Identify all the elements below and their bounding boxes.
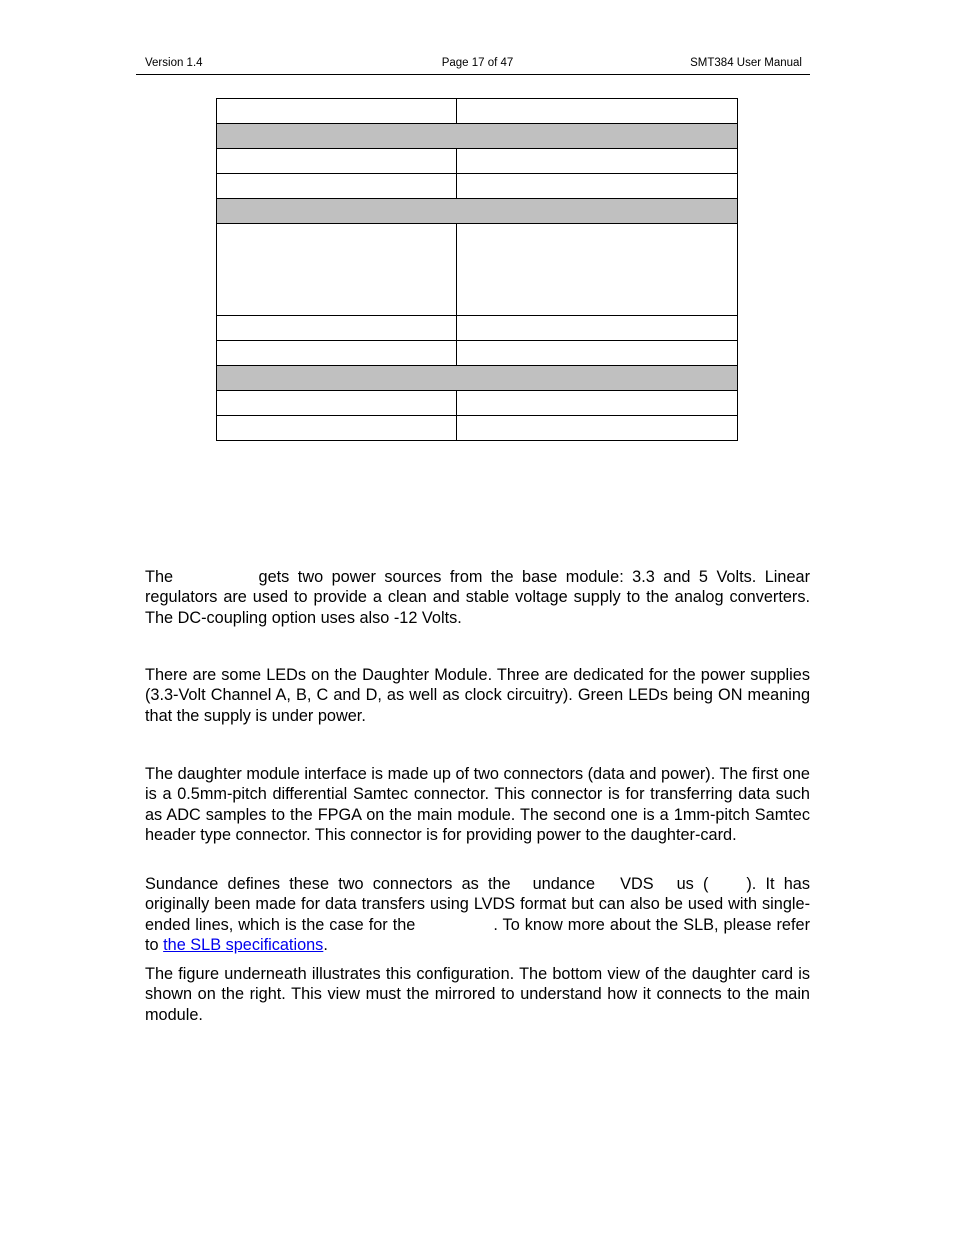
table-cell [457,316,738,341]
table-cell [457,391,738,416]
table-cell [217,391,457,416]
slb-text-2: undance [532,875,596,893]
table-cell [457,149,738,174]
table-cell [217,316,457,341]
table-section-row [217,366,738,391]
table-cell [217,149,457,174]
slb-text-4: us ( [676,875,709,893]
slb-specifications-link[interactable]: the SLB specifications [163,935,324,954]
table-row [217,416,738,441]
table-cell [217,416,457,441]
table-section-cell [217,199,738,224]
header-manual-title: SMT384 User Manual [690,57,802,69]
header-version: Version 1.4 [145,57,203,69]
table-row [217,149,738,174]
slb-text-3: VDS [620,875,654,893]
table-cell [457,341,738,366]
slb-paragraph [145,874,810,955]
table-row [217,316,738,341]
table-cell [217,174,457,199]
table-row [217,341,738,366]
figure-paragraph: The figure underneath illustrates this configuration. The bottom view of the daughter card is shown on the right. This view must the mirrored to understand how it connects to the main module. [145,965,810,1024]
table-section-row [217,199,738,224]
table-cell [217,224,457,316]
header-rule [136,74,810,75]
slb-text-5: ). It has originally been made for data transfers using LVDS format but can also be used with single-ended lines, which is the case for the [145,875,810,934]
header-page-number: Page 17 of 47 [441,57,514,69]
table-row [217,174,738,199]
slb-text-6: . To know more about the SLB, please refer to [145,915,810,954]
table-section-cell [217,366,738,391]
table-row [217,391,738,416]
table-cell [217,341,457,366]
page-header [145,57,810,71]
table-section-row [217,124,738,149]
power-text-start: The [145,568,174,586]
table-cell [457,416,738,441]
table-cell [457,174,738,199]
interface-paragraph: The daughter module interface is made up of two connectors (data and power). The first one is a 0.5mm-pitch differential Samtec connector. This connector is for transferring data such as ADC samples to the FPGA on the main module. The second one is a 1mm-pitch Samtec header type connector. This connector is for providing power to the daughter-card. [145,765,810,844]
slb-text-1: Sundance defines these two connectors as the [145,875,511,893]
leds-paragraph: There are some LEDs on the Daughter Module. Three are dedicated for the power supplies (3.3-Volt Channel A, B, C and D, as well as clock circuitry). Green LEDs being ON meaning that the supply is under power. [145,666,810,725]
slb-text-7: . [323,935,328,954]
table-row [217,99,738,124]
power-text-body: gets two power sources from the base module: 3.3 and 5 Volts. Linear regulators are used to provide a clean and stable voltage supply to the analog converters. The DC-coupling option uses also -12 Volts. [145,568,810,627]
spec-table [216,98,738,441]
table-cell [217,99,457,124]
table-cell [457,99,738,124]
power-paragraph [145,567,810,628]
table-cell [457,224,738,316]
table-row [217,224,738,316]
table-section-cell [217,124,738,149]
